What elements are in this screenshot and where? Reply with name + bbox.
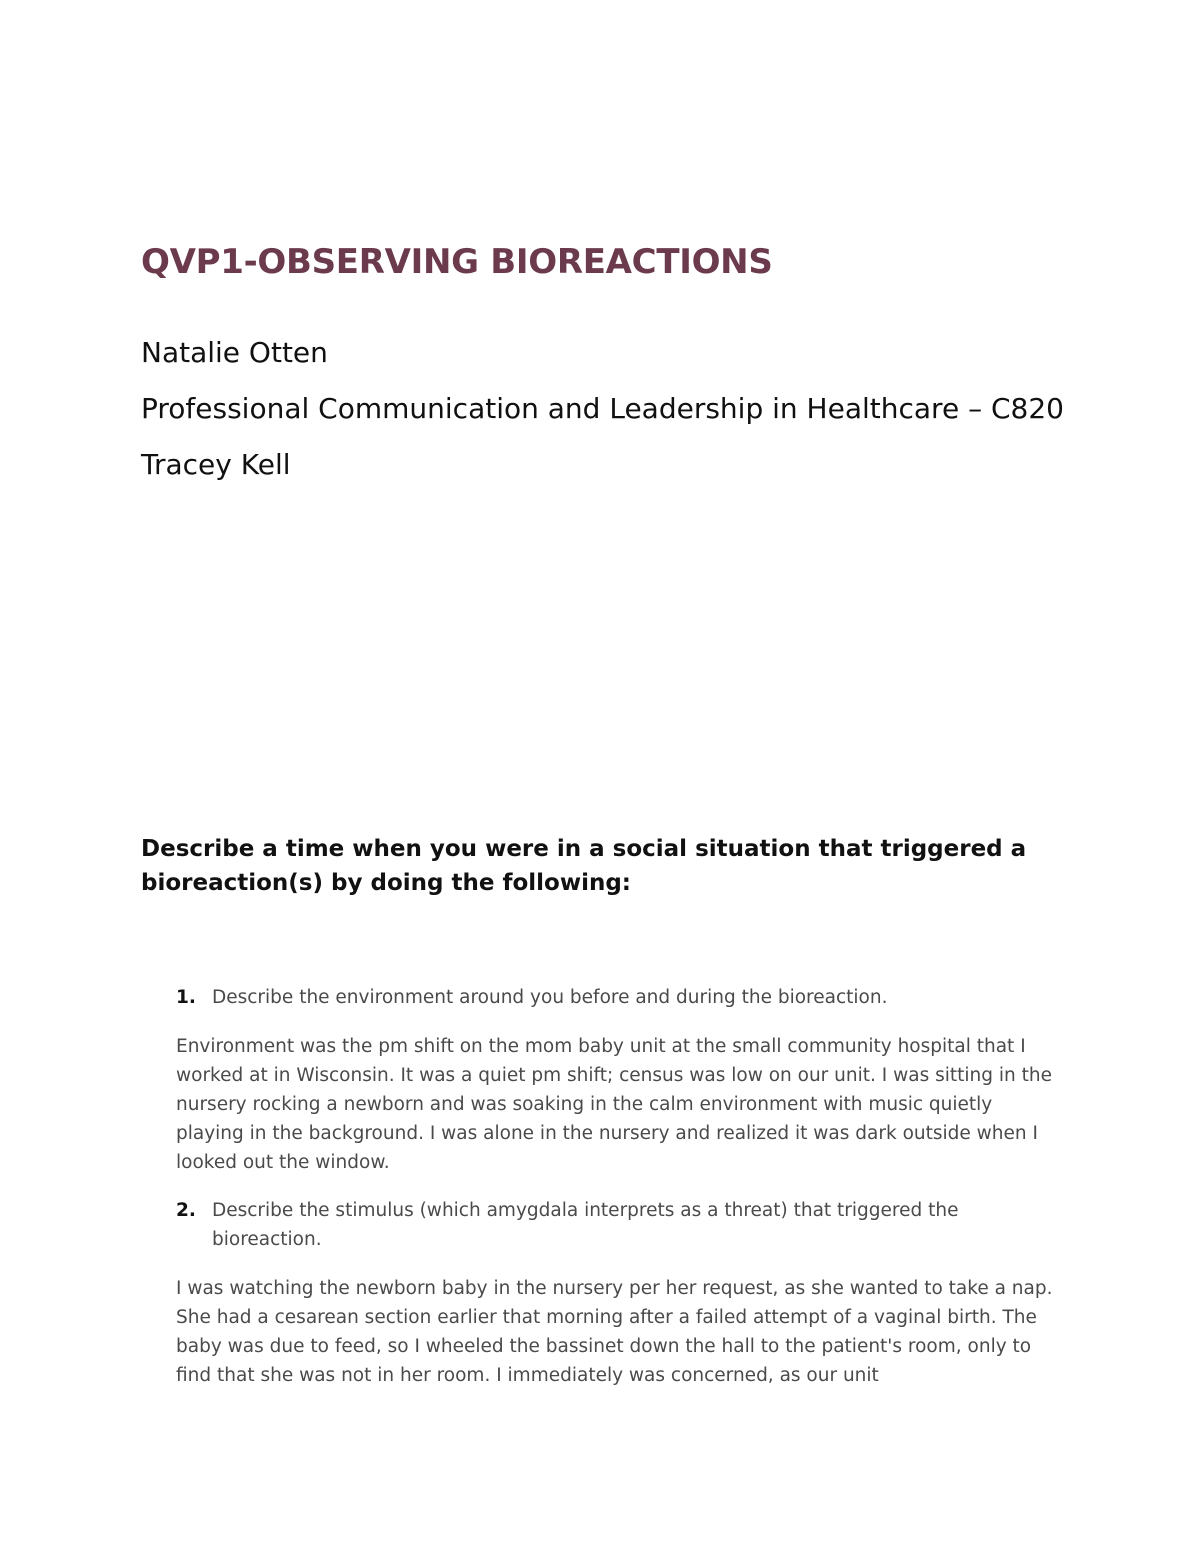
question-2	[176, 1197, 1056, 1254]
answer-1: Environment was the pm shift on the mom baby unit at the small community hospital that I worked at in Wisconsin. It was a quiet pm shift; census was low on our unit. I was sitting in the nursery rocking a newborn and was soaking in the calm environment with music quietly playing in the background. I was alone in the nursery and realized it was dark outside when I looked out the window.	[176, 1036, 1052, 1173]
instructor-name: Tracey Kell	[141, 448, 291, 481]
author-name: Natalie Otten	[141, 336, 328, 369]
question-text: Describe the stimulus (which amygdala interprets as a threat) that triggered the bioreaction.	[212, 1200, 959, 1250]
assignment-prompt: Describe a time when you were in a social situation that triggered a bioreaction(s) by doing the following:	[141, 836, 1027, 896]
answer-2: I was watching the newborn baby in the nursery per her request, as she wanted to take a nap. She had a cesarean section earlier that morning after a failed attempt of a vaginal birth. The baby was due to feed, so I wheeled the bassinet down the hall to the patient's room, only to find that she was not in her room. I immediately was concerned, as our unit	[176, 1278, 1053, 1386]
question-number: 2.	[176, 1200, 196, 1221]
question-text: Describe the environment around you before and during the bioreaction.	[212, 987, 888, 1008]
document-title: QVP1-OBSERVING BIOREACTIONS	[141, 242, 773, 282]
question-1	[176, 984, 1056, 1013]
course-name: Professional Communication and Leadership in Healthcare – C820	[141, 392, 1064, 425]
question-number: 1.	[176, 987, 196, 1008]
